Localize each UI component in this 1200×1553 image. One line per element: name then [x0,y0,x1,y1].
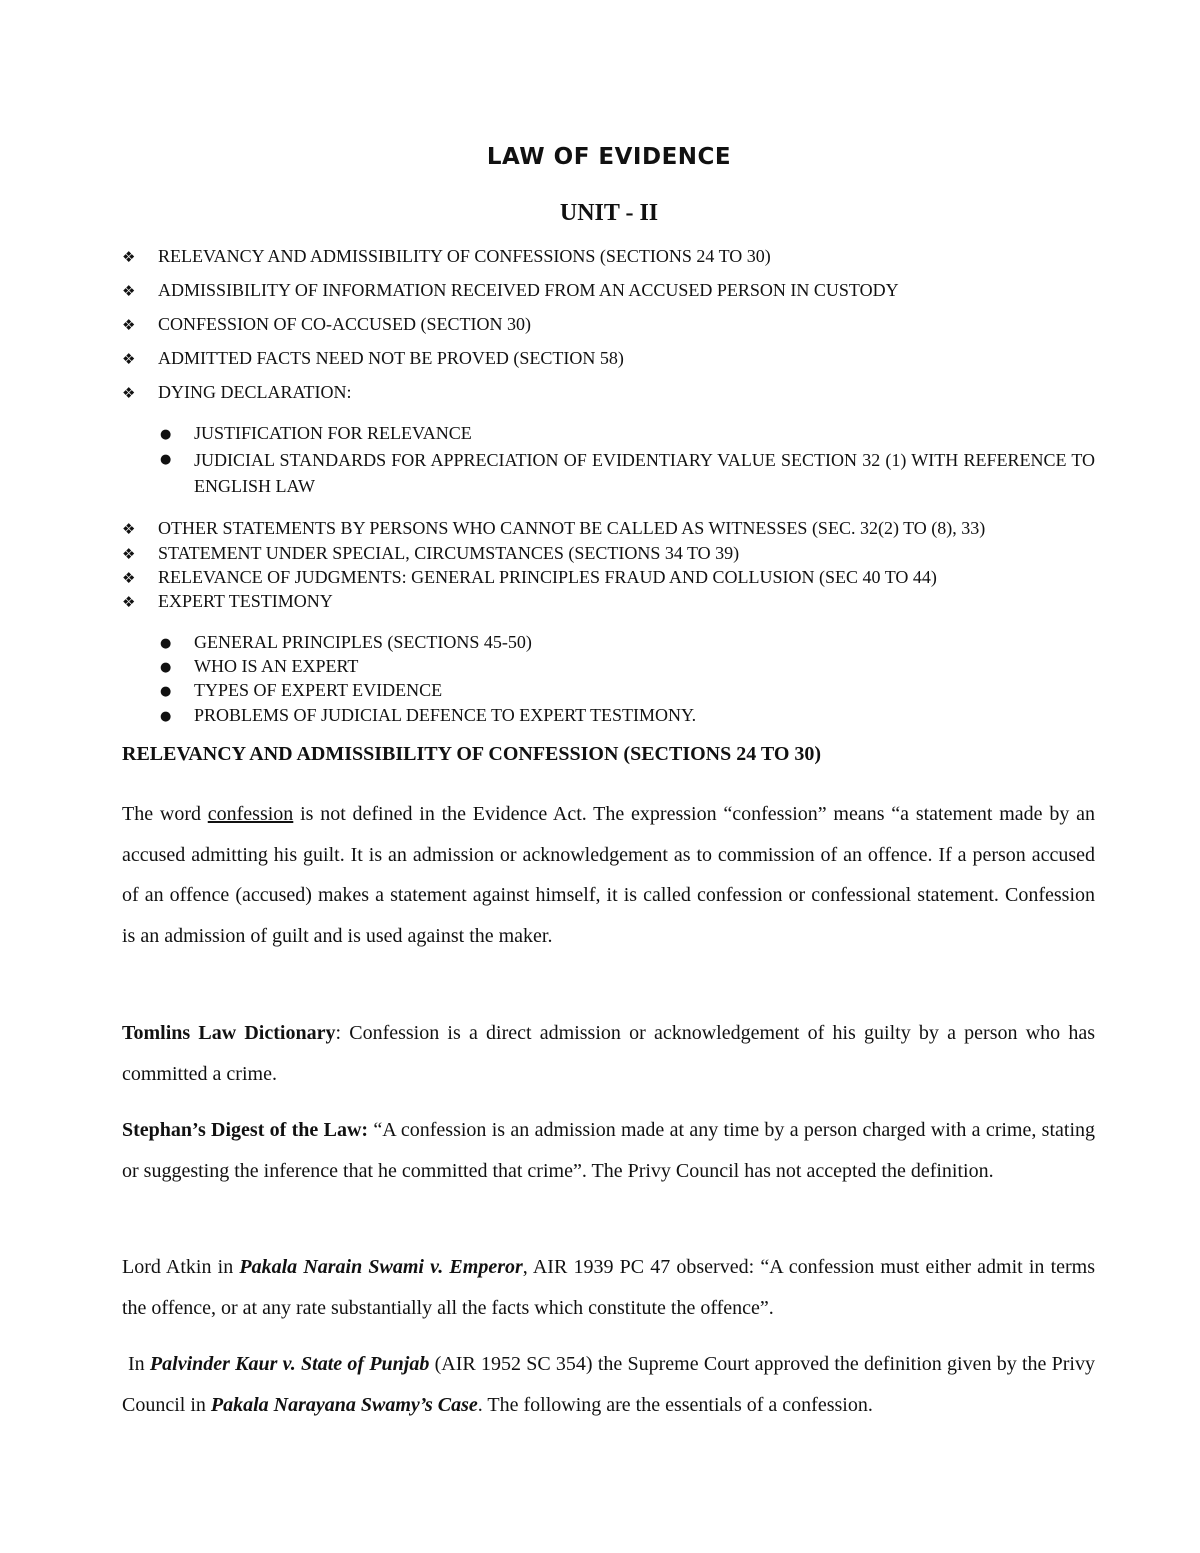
outline-item [122,564,937,591]
case-name: Pakala Narain Swami v. Emperor [239,1256,523,1278]
sub-item-text: PROBLEMS OF JUDICIAL DEFENCE TO EXPERT TESTIMONY. [194,705,697,725]
outline-item [122,243,771,270]
diamond-bullet-icon: ❖ [122,520,136,538]
sub-item-text: TYPES OF EXPERT EVIDENCE [194,680,443,700]
round-bullet-icon: ● [160,452,172,467]
diamond-bullet-icon: ❖ [122,350,136,368]
document-title: LAW OF EVIDENCE [486,144,732,170]
unit-heading: UNIT - II [559,200,659,226]
text-run: , AIR 1939 PC 47 observed: “A confession must either admit in terms the offence, or at any rate substantially all the facts which constitute the offence”. [122,1256,1096,1319]
outline-item [122,540,739,567]
outline-item [122,588,333,615]
text-run: : Confession is a direct admission or acknowledgement of his guilty by a person who has committed a crime. [122,1022,1096,1085]
sub-item [160,447,1095,499]
case-name: Pakala Narayana Swamy’s Case [210,1393,478,1416]
text-run: is not defined in the Evidence Act. The expression “confession” means “a statement made by an accused admitting his guilt. It is an admission or acknowledgement as to commission of an offence. If a person accused of an offence (accused) makes a statement against himself, it is called confession or confessional statement. Confession is an admission of guilt and is used against the maker. [122,803,1095,947]
outline-item [122,277,899,304]
round-bullet-icon: ● [160,684,172,699]
text-run: The word [122,803,208,825]
outline-item-text: CONFESSION OF CO-ACCUSED (SECTION 30) [158,314,532,334]
outline-item [122,379,351,406]
paragraph-tomlins [122,1013,1095,1094]
text-run: In [128,1353,150,1375]
sub-item-text: JUDICIAL STANDARDS FOR APPRECIATION OF EVIDENTIARY VALUE SECTION 32 (1) WITH REFERENCE TO ENGLISH LAW [194,450,1095,496]
outline-item-text: OTHER STATEMENTS BY PERSONS WHO CANNOT BE CALLED AS WITNESSES (SEC. 32(2) TO (8), 33) [158,518,986,538]
sub-item-text: JUSTIFICATION FOR RELEVANCE [194,423,472,443]
diamond-bullet-icon: ❖ [122,316,136,334]
diamond-bullet-icon: ❖ [122,248,136,266]
outline-item-text: ADMITTED FACTS NEED NOT BE PROVED (SECTION 58) [158,348,624,368]
text-run: “A confession is an admission made at any time by a person charged with a crime, stating or suggesting the inference that he committed that crime”. The Privy Council has not accepted the definition. [122,1119,1095,1182]
round-bullet-icon: ● [160,660,172,675]
diamond-bullet-icon: ❖ [122,545,136,563]
round-bullet-icon: ● [160,709,172,724]
diamond-bullet-icon: ❖ [122,569,136,587]
sub-item [160,677,442,705]
sub-item [160,702,696,730]
diamond-bullet-icon: ❖ [122,384,136,402]
round-bullet-icon: ● [160,636,172,651]
outline-item-text: EXPERT TESTIMONY [158,591,333,611]
diamond-bullet-icon: ❖ [122,282,136,300]
paragraph-stephan [122,1110,1095,1191]
outline-item [122,311,531,338]
text-run: (AIR 1952 SC 354) the Supreme Court approved the definition given by the Privy Council in [122,1353,1095,1416]
paragraph-palvinder [122,1344,1095,1425]
outline-item-text: RELEVANCY AND ADMISSIBILITY OF CONFESSIONS (SECTIONS 24 TO 30) [158,246,771,266]
outline-item [122,345,624,372]
paragraph-lord-atkin [122,1247,1095,1328]
sub-item [160,420,472,448]
outline-item-text: ADMISSIBILITY OF INFORMATION RECEIVED FROM AN ACCUSED PERSON IN CUSTODY [158,280,899,300]
outline-item-text: RELEVANCE OF JUDGMENTS: GENERAL PRINCIPLES FRAUD AND COLLUSION (SEC 40 TO 44) [158,567,937,587]
text-run: . The following are the essentials of a confession. [477,1393,873,1416]
sub-item-text: GENERAL PRINCIPLES (SECTIONS 45-50) [194,632,532,652]
bold-term: Tomlins Law Dictionary [122,1022,336,1044]
underlined-term: confession [207,803,294,825]
outline-item-text: STATEMENT UNDER SPECIAL, CIRCUMSTANCES (SECTIONS 34 TO 39) [158,543,740,563]
diamond-bullet-icon: ❖ [122,593,136,611]
case-name: Palvinder Kaur v. State of Punjab [149,1353,430,1375]
text-run: Lord Atkin in [122,1256,240,1278]
outline-item [122,515,985,542]
paragraph-definition [122,794,1095,956]
outline-item-text: DYING DECLARATION: [158,382,352,402]
sub-item-text: WHO IS AN EXPERT [194,656,359,676]
section-heading: RELEVANCY AND ADMISSIBILITY OF CONFESSION (SECTIONS 24 TO 30) [122,743,822,765]
bold-term: Stephan’s Digest of the Law: [122,1119,369,1141]
round-bullet-icon: ● [160,427,172,442]
